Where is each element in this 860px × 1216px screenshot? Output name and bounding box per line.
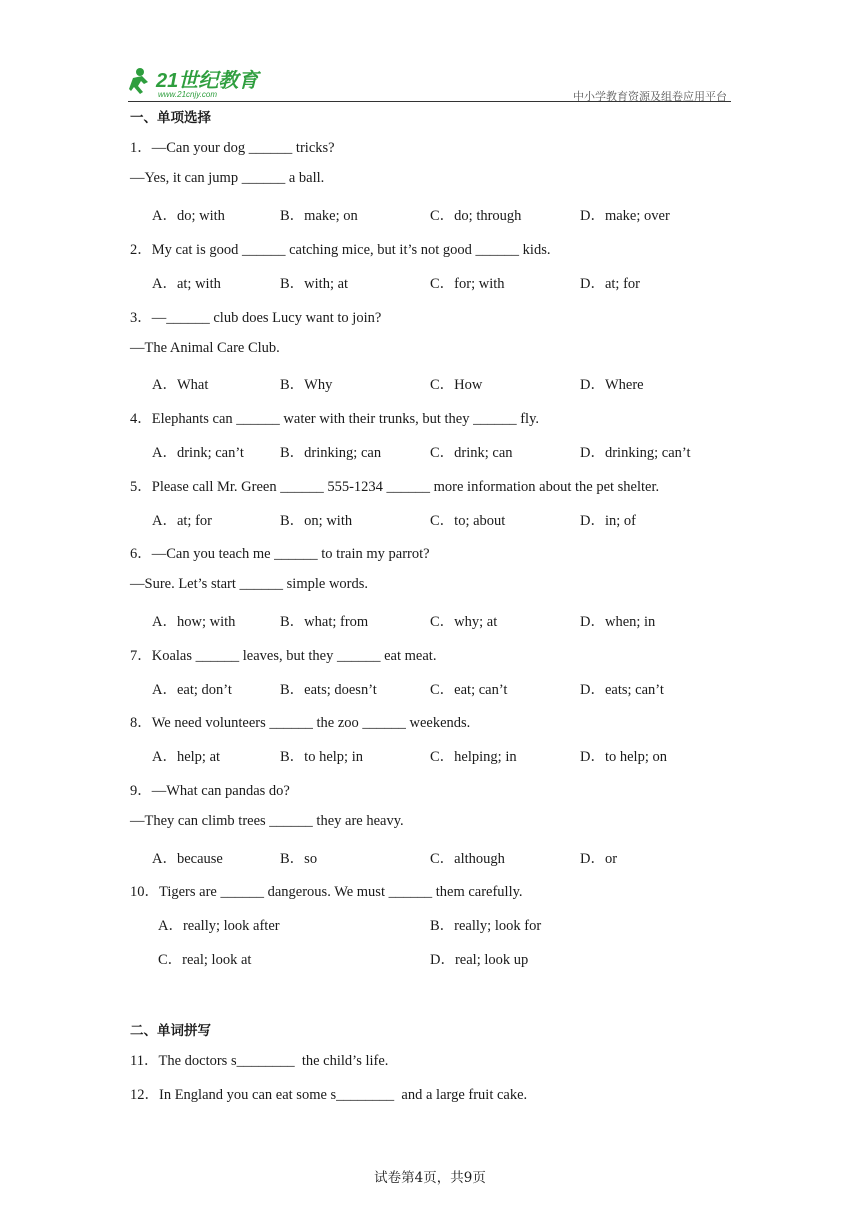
- question-1-stem: 1．—Can your dog ______ tricks?: [130, 140, 335, 156]
- q5-option-c: C．to; about: [430, 513, 506, 529]
- q9-option-b: B．so: [280, 851, 318, 867]
- q2-option-b: B．with; at: [280, 276, 349, 292]
- question-1-answer-line: —Yes, it can jump ______ a ball.: [130, 170, 325, 186]
- q10-option-b: B．really; look for: [430, 918, 542, 934]
- q6-option-a: A．how; with: [152, 614, 236, 630]
- q4-option-b: B．drinking; can: [280, 445, 382, 461]
- q8-option-c: C．helping; in: [430, 749, 517, 765]
- q9-option-c: C．although: [430, 851, 505, 867]
- q5-option-b: B．on; with: [280, 513, 353, 529]
- q8-option-b: B．to help; in: [280, 749, 363, 765]
- question-11-stem: 11．The doctors s________ the child’s life.: [130, 1053, 389, 1069]
- question-5-stem: 5．Please call Mr. Green ______ 555-1234 ______ more information about the pet shelter.: [130, 479, 660, 495]
- section-title-spelling: 二、单词拼写: [130, 1023, 211, 1039]
- header-tagline: 中小学教育资源及组卷应用平台: [573, 90, 727, 103]
- q1-option-c: C．do; through: [430, 208, 522, 224]
- section-title-multiple-choice: 一、单项选择: [130, 110, 211, 126]
- q8-option-d: D．to help; on: [580, 749, 667, 765]
- q6-option-c: C．why; at: [430, 614, 498, 630]
- q10-option-c: C．real; look at: [158, 952, 252, 968]
- question-6-answer-line: —Sure. Let’s start ______ simple words.: [130, 576, 369, 592]
- question-8-stem: 8．We need volunteers ______ the zoo ______ weekends.: [130, 715, 471, 731]
- q10-option-d: D．real; look up: [430, 952, 529, 968]
- q9-option-a: A．because: [152, 851, 223, 867]
- q1-option-d: D．make; over: [580, 208, 670, 224]
- page-header: [128, 64, 731, 104]
- question-6-stem: 6．—Can you teach me ______ to train my parrot?: [130, 546, 430, 562]
- page-footer: 试卷第4页，共9页: [374, 1170, 486, 1186]
- q3-option-a: A．What: [152, 377, 209, 393]
- q3-option-d: D．Where: [580, 377, 644, 393]
- q4-option-c: C．drink; can: [430, 445, 513, 461]
- q5-option-a: A．at; for: [152, 513, 212, 529]
- q1-option-b: B．make; on: [280, 208, 358, 224]
- q10-option-a: A．really; look after: [158, 918, 280, 934]
- question-2-stem: 2．My cat is good ______ catching mice, but it’s not good ______ kids.: [130, 242, 551, 258]
- q7-option-c: C．eat; can’t: [430, 682, 508, 698]
- logo-url: www.21cnjy.com: [158, 90, 217, 99]
- question-10-stem: 10．Tigers are ______ dangerous. We must ______ them carefully.: [130, 884, 523, 900]
- question-12-stem: 12．In England you can eat some s________ and a large fruit cake.: [130, 1087, 528, 1103]
- site-logo: [128, 64, 268, 100]
- q3-option-b: B．Why: [280, 377, 333, 393]
- q4-option-a: A．drink; can’t: [152, 445, 244, 461]
- q7-option-d: D．eats; can’t: [580, 682, 664, 698]
- question-7-stem: 7．Koalas ______ leaves, but they ______ eat meat.: [130, 648, 437, 664]
- q7-option-b: B．eats; doesn’t: [280, 682, 377, 698]
- q8-option-a: A．help; at: [152, 749, 221, 765]
- q2-option-a: A．at; with: [152, 276, 221, 292]
- q7-option-a: A．eat; don’t: [152, 682, 232, 698]
- q4-option-d: D．drinking; can’t: [580, 445, 691, 461]
- q9-option-d: D．or: [580, 851, 618, 867]
- q2-option-c: C．for; with: [430, 276, 505, 292]
- question-4-stem: 4．Elephants can ______ water with their trunks, but they ______ fly.: [130, 411, 540, 427]
- q6-option-b: B．what; from: [280, 614, 369, 630]
- question-3-stem: 3．—______ club does Lucy want to join?: [130, 310, 382, 326]
- logo-text: 21世纪教育: [156, 70, 259, 92]
- question-3-answer-line: —The Animal Care Club.: [130, 340, 280, 356]
- q3-option-c: C．How: [430, 377, 483, 393]
- q2-option-d: D．at; for: [580, 276, 640, 292]
- q1-option-a: A．do; with: [152, 208, 225, 224]
- question-9-answer-line: —They can climb trees ______ they are heavy.: [130, 813, 404, 829]
- question-9-stem: 9．—What can pandas do?: [130, 783, 290, 799]
- header-divider: [128, 101, 731, 102]
- q5-option-d: D．in; of: [580, 513, 636, 529]
- q6-option-d: D．when; in: [580, 614, 656, 630]
